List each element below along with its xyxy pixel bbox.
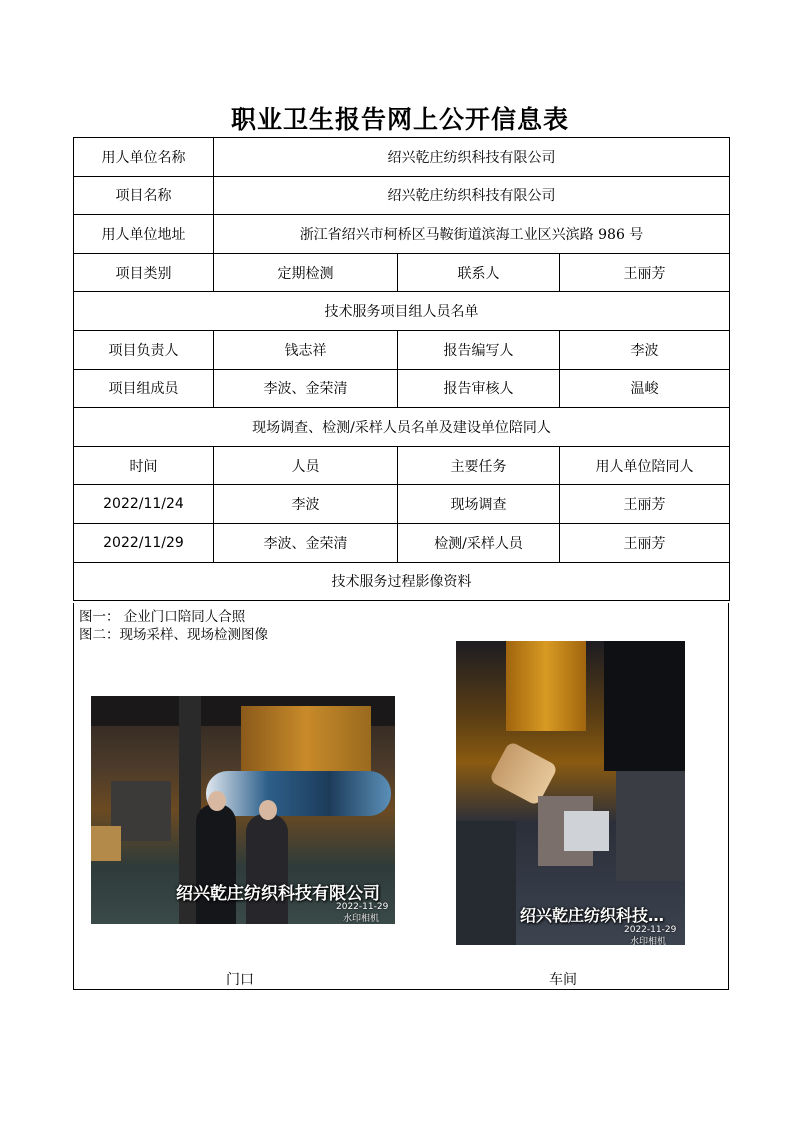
workshop-photo [456,641,685,945]
team-heading: 技术服务项目组人员名单 [74,292,730,331]
page-title: 职业卫生报告网上公开信息表 [230,105,569,134]
survey-heading-row [74,408,730,447]
reviewer-label: 报告审核人 [398,369,560,408]
head-shape [208,791,226,811]
column-header-companion: 用人单位陪同人 [560,446,730,485]
leader-row [74,330,730,369]
project-label: 项目名称 [74,176,214,215]
address-value: 浙江省绍兴市柯桥区马鞍街道滨海工业区兴滨路 986 号 [214,215,730,254]
photos-heading: 技术服务过程影像资料 [74,562,730,601]
photo2-watermark: 绍兴乾庄纺织科技… [520,906,665,925]
photo-section [73,603,729,990]
photo2-label: 车间 [549,972,577,988]
info-table [73,137,730,601]
photo1-label: 门口 [226,972,254,988]
leader-value: 钱志祥 [214,330,398,369]
row-person: 李波、金荣清 [214,523,398,562]
photo1-watermark: 绍兴乾庄纺织科技有限公司 [176,884,380,904]
reviewer-value: 温峻 [560,369,730,408]
project-row [74,176,730,215]
row-companion: 王丽芳 [560,523,730,562]
members-value: 李波、金荣清 [214,369,398,408]
table-row [74,523,730,562]
writer-value: 李波 [560,330,730,369]
contact-value: 王丽芳 [560,253,730,292]
instrument-shape [564,811,609,851]
table-row [74,485,730,524]
address-row [74,215,730,254]
head-shape [259,800,277,820]
column-header-person: 人员 [214,446,398,485]
row-date: 2022/11/29 [74,523,214,562]
person-shape [246,814,288,924]
photo1-app: 水印相机 [343,914,380,924]
row-person: 李波 [214,485,398,524]
column-header-time: 时间 [74,446,214,485]
members-row [74,369,730,408]
employer-label: 用人单位名称 [74,138,214,177]
employer-value: 绍兴乾庄纺织科技有限公司 [214,138,730,177]
entrance-photo [91,696,395,924]
photo2-date: 2022-11-29 [624,925,677,935]
category-value: 定期检测 [214,253,398,292]
leader-label: 项目负责人 [74,330,214,369]
employer-row [74,138,730,177]
photo-caption-1: 图一： 企业门口陪同人合照 [79,609,246,625]
category-label: 项目类别 [74,253,214,292]
photos-heading-row [74,562,730,601]
machine-shape [604,641,685,771]
survey-header-row [74,446,730,485]
photo2-app: 水印相机 [630,937,667,945]
box-shape [91,826,121,861]
survey-heading: 现场调查、检测/采样人员名单及建设单位陪同人 [74,408,730,447]
person-shape [196,804,236,924]
fabric-shape [506,641,586,731]
project-value: 绍兴乾庄纺织科技有限公司 [214,176,730,215]
machine-shape [616,771,685,881]
contact-label: 联系人 [398,253,560,292]
row-task: 检测/采样人员 [398,523,560,562]
row-task: 现场调查 [398,485,560,524]
team-heading-row [74,292,730,331]
floor-shape [456,821,516,945]
photo1-date: 2022-11-29 [336,902,389,912]
roller-shape [206,771,391,816]
members-label: 项目组成员 [74,369,214,408]
category-row [74,253,730,292]
photo-caption-2: 图二：现场采样、现场检测图像 [79,627,268,643]
column-header-task: 主要任务 [398,446,560,485]
row-date: 2022/11/24 [74,485,214,524]
address-label: 用人单位地址 [74,215,214,254]
row-companion: 王丽芳 [560,485,730,524]
writer-label: 报告编写人 [398,330,560,369]
